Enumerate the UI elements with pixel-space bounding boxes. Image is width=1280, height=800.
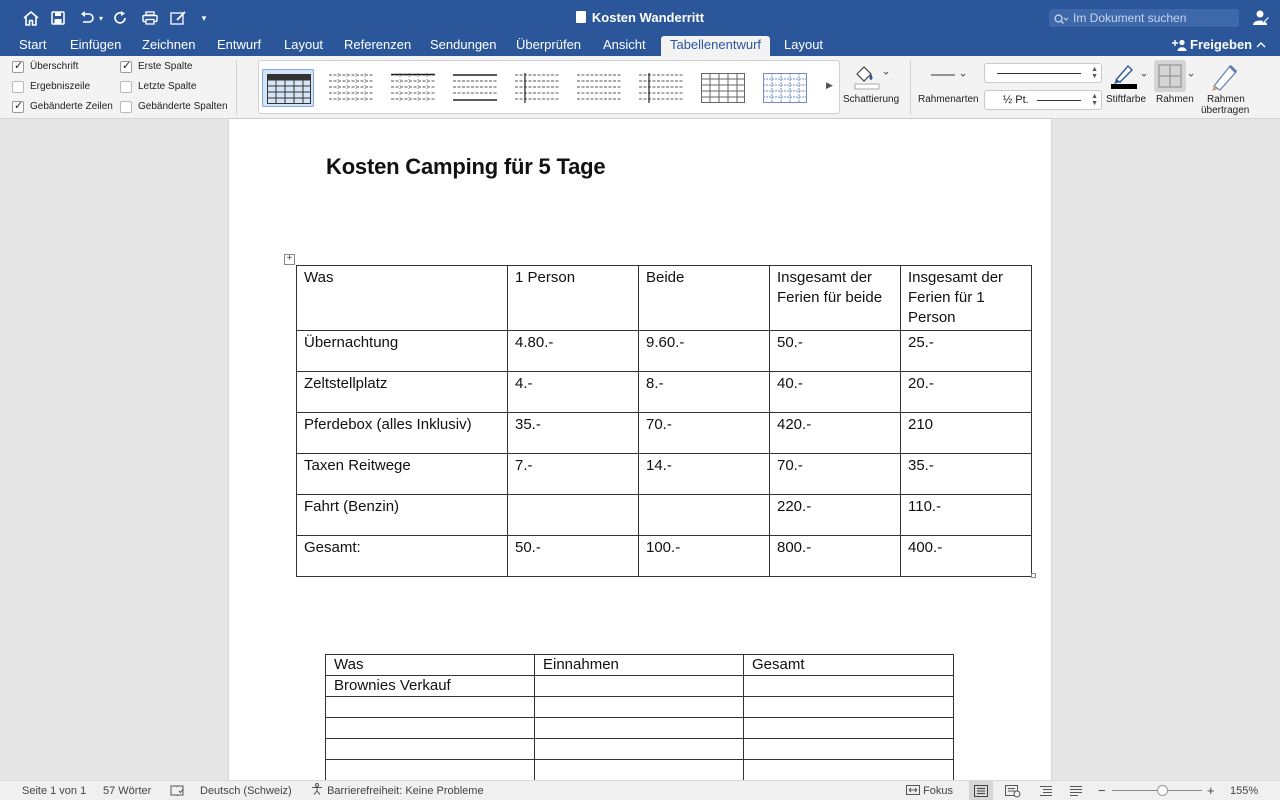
table-cell[interactable]: 50.- [770,331,901,372]
table-cell[interactable]: 40.- [770,372,901,413]
zoom-in-icon[interactable]: + [1207,783,1215,798]
option-total-row[interactable] [12,80,90,94]
table-cell[interactable]: Pferdebox (alles Inklusiv) [297,413,508,454]
tab-ueberpruefen[interactable]: Überprüfen [516,37,582,52]
line-weight-preview [1037,100,1081,101]
status-bar [0,780,1280,800]
zoom-out-icon[interactable]: − [1098,783,1106,798]
table-cell[interactable]: 4.80.- [508,331,639,372]
table-styles-gallery [258,60,840,114]
account-icon[interactable] [1252,9,1269,31]
table-resize-handle[interactable] [1031,573,1036,578]
focus-mode[interactable] [906,781,953,800]
table-cell[interactable] [535,739,744,760]
draft-view-icon[interactable] [1069,781,1083,800]
table-cell[interactable]: Taxen Reitwege [297,454,508,495]
tab-zeichnen[interactable]: Zeichnen [142,37,196,52]
save-icon[interactable] [48,0,68,36]
accessibility-status[interactable] [311,781,484,800]
table-cell[interactable] [744,739,954,760]
line-style-preview [997,73,1081,74]
option-last-column[interactable] [120,80,196,94]
border-painter-icon[interactable] [1210,62,1240,97]
table-row [297,331,1032,372]
ribbon-tabs [0,36,1280,56]
checkbox[interactable] [12,81,24,93]
tab-sendungen[interactable]: Sendungen [430,37,497,52]
table-header-row [326,655,954,676]
focus-label: Fokus [923,785,954,797]
stepper-icon: ▲ ▼ [1091,93,1098,107]
table-row [326,676,954,697]
tab-tabellenentwurf[interactable]: Tabellenentwurf [661,36,770,56]
table-cell[interactable]: 35.- [508,413,639,454]
table-cell[interactable] [326,760,535,781]
ribbon-separator [910,60,911,115]
borders-label[interactable]: Rahmen [1156,94,1194,105]
table-cell[interactable] [535,697,744,718]
table-cell[interactable]: 9.60.- [639,331,770,372]
table-cell[interactable]: 110.- [901,495,1032,536]
option-banded-columns[interactable] [120,100,228,114]
pen-color-icon[interactable] [1110,62,1150,95]
title-bar [0,0,1280,36]
table-row [297,372,1032,413]
tab-entwurf[interactable]: Entwurf [217,37,262,52]
print-icon[interactable] [139,0,161,36]
stepper-icon: ▲ ▼ [1091,66,1098,80]
zoom-level[interactable]: 155% [1230,785,1259,797]
tab-ansicht[interactable]: Ansicht [603,37,646,52]
checkbox-checked[interactable] [12,61,24,73]
table-cell[interactable]: 400.- [901,536,1032,577]
option-banded-rows[interactable] [12,100,113,114]
table-cell[interactable] [535,676,744,697]
table-cell[interactable]: Einnahmen [535,655,744,676]
table-cell[interactable] [744,760,954,781]
table-cell[interactable] [326,697,535,718]
table-cell[interactable] [639,495,770,536]
focus-icon [906,785,920,797]
shading-icon[interactable] [853,62,889,95]
income-table[interactable] [325,654,954,781]
table-cell[interactable]: 1 Person [508,266,639,331]
border-painter-label[interactable]: Rahmen [1207,94,1245,105]
accessibility-icon [311,785,324,797]
table-style-plain-1[interactable] [325,69,377,107]
table-row [297,454,1032,495]
option-first-column[interactable] [120,60,192,74]
chevron-up-icon[interactable] [1256,38,1266,52]
zoom-slider-handle[interactable] [1157,785,1168,796]
table-cell[interactable] [535,718,744,739]
option-label: Ergebniszeile [30,81,91,92]
line-weight-value: ½ Pt. [1003,94,1029,106]
table-cell[interactable]: Gesamt: [297,536,508,577]
table-cell[interactable] [535,760,744,781]
table-row [326,697,954,718]
border-styles-label[interactable]: Rahmenarten [918,94,979,105]
table-style-plain-3[interactable] [449,69,501,107]
table-cell[interactable]: 4.- [508,372,639,413]
table-cell[interactable] [326,718,535,739]
outline-view-icon[interactable] [1039,781,1053,800]
table-cell[interactable] [508,495,639,536]
table-cell[interactable] [326,739,535,760]
add-person-icon [1172,38,1187,56]
table-cell[interactable]: 800.- [770,536,901,577]
table-cell[interactable]: 25.- [901,331,1032,372]
table-cell[interactable]: Zeltstellplatz [297,372,508,413]
option-label: Letzte Spalte [138,81,197,92]
table-cell[interactable]: Brownies Verkauf [326,676,535,697]
table-style-plain-5[interactable] [573,69,625,107]
line-weight-dropdown[interactable] [984,90,1102,110]
table-style-plain-4[interactable] [511,69,563,107]
tab-referenzen[interactable]: Referenzen [344,37,412,52]
table-cell[interactable]: Insgesamt der Ferien für beide [770,266,901,331]
option-label: Erste Spalte [138,61,193,72]
table-cell[interactable]: 100.- [639,536,770,577]
pen-color-label[interactable]: Stiftfarbe [1106,94,1147,105]
table-row-total [297,536,1032,577]
table-cell[interactable]: Was [297,266,508,331]
table-row [326,760,954,781]
table-cell[interactable]: Insgesamt der Ferien für 1 Person [901,266,1032,331]
customize-icon[interactable]: ▾ [201,12,207,23]
table-style-grid-blue[interactable] [759,69,811,107]
table-style-plain-6[interactable] [635,69,687,107]
checkbox[interactable] [120,81,132,93]
table-header-row [297,266,1032,331]
document-icon [576,11,586,23]
checkbox[interactable] [120,101,132,113]
language[interactable]: Deutsch (Schweiz) [200,785,292,797]
border-styles-icon[interactable] [929,66,969,91]
table-cell[interactable]: 50.- [508,536,639,577]
share-button[interactable] [1172,36,1252,54]
proofing-icon[interactable] [170,781,184,800]
search-input[interactable] [1049,9,1239,27]
edit-icon[interactable] [167,0,189,36]
undo-icon[interactable] [76,0,98,36]
table-cell[interactable]: 14.- [639,454,770,495]
redo-icon[interactable] [111,0,131,36]
table-row [326,739,954,760]
search-icon [1054,12,1068,30]
tab-table-layout[interactable]: Layout [784,37,824,52]
ribbon-separator [236,60,237,115]
costs-table[interactable] [296,265,1032,577]
table-cell[interactable]: 20.- [901,372,1032,413]
page-count[interactable]: Seite 1 von 1 [22,785,87,797]
table-cell[interactable]: Übernachtung [297,331,508,372]
table-cell[interactable] [744,697,954,718]
option-label: Überschrift [30,61,79,72]
tab-start[interactable]: Start [19,37,47,52]
border-painter-label-2[interactable]: übertragen [1201,105,1250,116]
table-cell[interactable]: 8.- [639,372,770,413]
table-cell[interactable]: 70.- [770,454,901,495]
checkbox-checked[interactable] [12,101,24,113]
table-style-grid[interactable] [262,69,314,107]
word-count[interactable]: 57 Wörter [103,785,152,797]
accessibility-text: Barrierefreiheit: Keine Probleme [327,785,484,797]
web-layout-view-icon[interactable] [1005,781,1021,800]
table-row [326,718,954,739]
document-heading[interactable]: Kosten Camping für 5 Tage [326,154,606,179]
option-label: Gebänderte Spalten [138,101,228,112]
table-cell[interactable] [744,676,954,697]
table-style-grid-light[interactable] [697,69,749,107]
line-style-dropdown[interactable] [984,63,1102,83]
table-cell[interactable]: Beide [639,266,770,331]
option-header-row[interactable] [12,60,78,74]
table-row [297,413,1032,454]
table-cell[interactable] [744,718,954,739]
table-row [297,495,1032,536]
tab-layout[interactable]: Layout [284,37,324,52]
borders-icon[interactable] [1154,60,1198,97]
table-cell[interactable]: 210 [901,413,1032,454]
table-cell[interactable]: 220.- [770,495,901,536]
table-cell[interactable]: 420.- [770,413,901,454]
table-cell[interactable]: 7.- [508,454,639,495]
home-icon[interactable] [20,0,42,36]
table-cell[interactable]: Gesamt [744,655,954,676]
share-label: Freigeben [1190,37,1253,52]
table-cell[interactable]: 70.- [639,413,770,454]
document-title-text: Kosten Wanderritt [591,10,705,25]
checkbox-checked[interactable] [120,61,132,73]
search-placeholder: Im Dokument suchen [1073,11,1187,25]
gallery-next-icon[interactable]: ▶ [826,80,833,90]
table-cell[interactable]: 35.- [901,454,1032,495]
option-label: Gebänderte Zeilen [30,101,113,112]
table-cell[interactable]: Fahrt (Benzin) [297,495,508,536]
tab-einfuegen[interactable]: Einfügen [70,37,122,52]
print-layout-view-icon[interactable] [969,781,993,800]
table-style-plain-2[interactable] [387,69,439,107]
table-cell[interactable]: Was [326,655,535,676]
undo-dropdown-icon[interactable]: ▾ [98,13,103,23]
table-move-handle[interactable]: + [284,254,295,265]
shading-label[interactable]: Schattierung [843,94,900,105]
